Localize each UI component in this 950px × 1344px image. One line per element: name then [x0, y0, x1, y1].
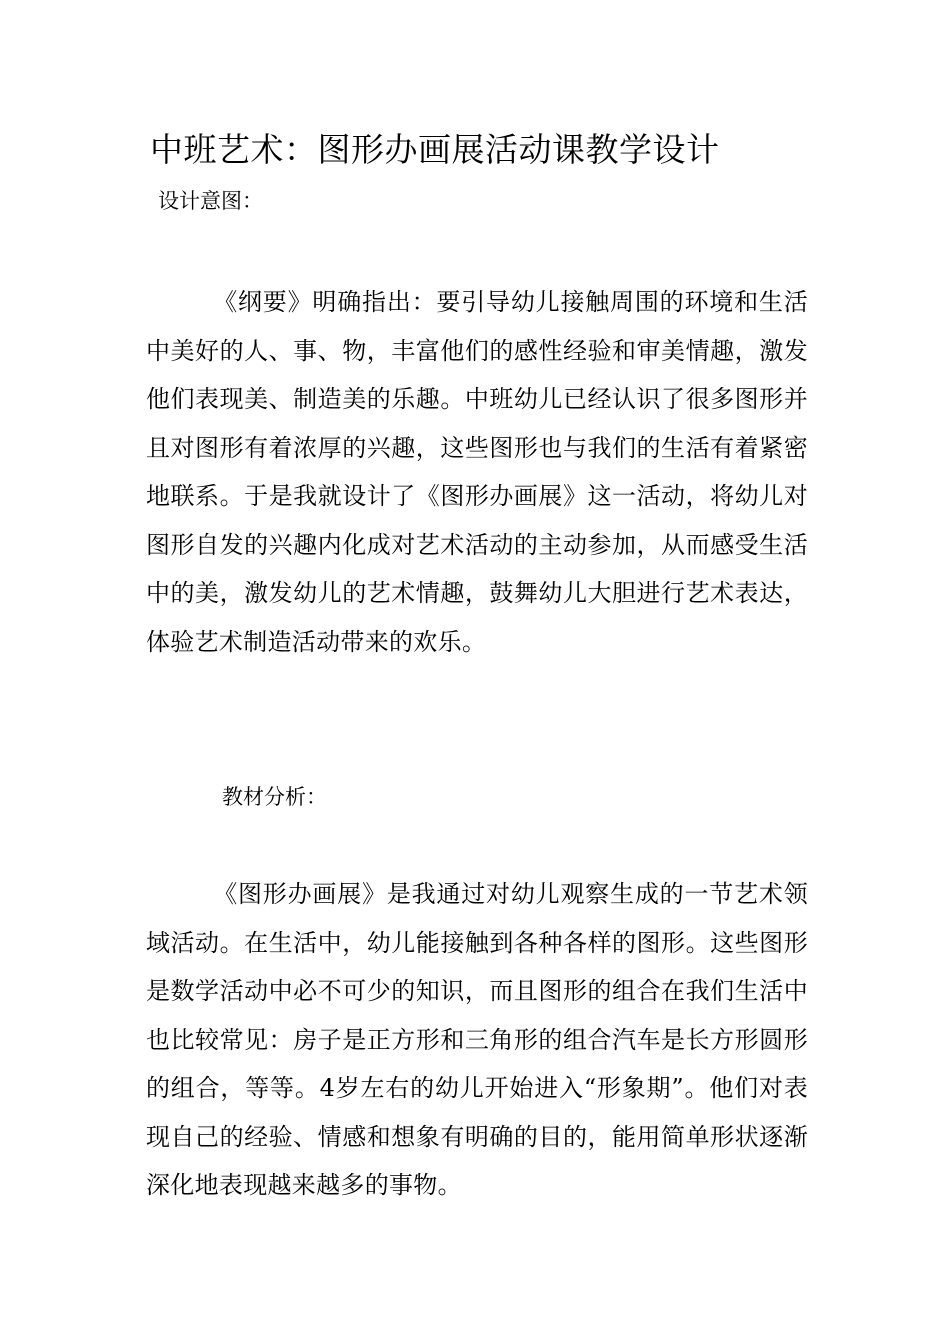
paragraph-material-analysis: 《图形办画展》是我通过对幼儿观察生成的一节艺术领域活动。在生活中，幼儿能接触到各种各样的图形。这些图形是数学活动中必不可少的知识，而且图形的组合在我们生活中也比较常见：房子是正方形和三角形的组合汽车是长方形圆形的组合，等等。4岁左右的幼儿开始进入“形象期”。他们对表现自己的经验、情感和想象有明确的目的，能用简单形状逐渐深化地表现越来越多的事物。: [146, 880, 808, 1199]
paragraph-design-intent: 《纲要》明确指出：要引导幼儿接触周围的环境和生活中美好的人、事、物，丰富他们的感性经验和审美情趣，激发他们表现美、制造美的乐趣。中班幼儿已经认识了很多图形并且对图形有着浓厚的兴趣，这些图形也与我们的生活有着紧密地联系。于是我就设计了《图形办画展》这一活动，将幼儿对图形自发的兴趣内化成对艺术活动的主动参加，从而感受生活中的美，激发幼儿的艺术情趣，鼓舞幼儿大胆进行艺术表达，体验艺术制造活动带来的欢乐。: [146, 288, 808, 656]
document-title: 中班艺术：图形办画展活动课教学设计: [150, 130, 720, 169]
section-heading-design-intent: 设计意图：: [158, 189, 263, 213]
section-heading-material-analysis: 教材分析：: [222, 785, 327, 809]
